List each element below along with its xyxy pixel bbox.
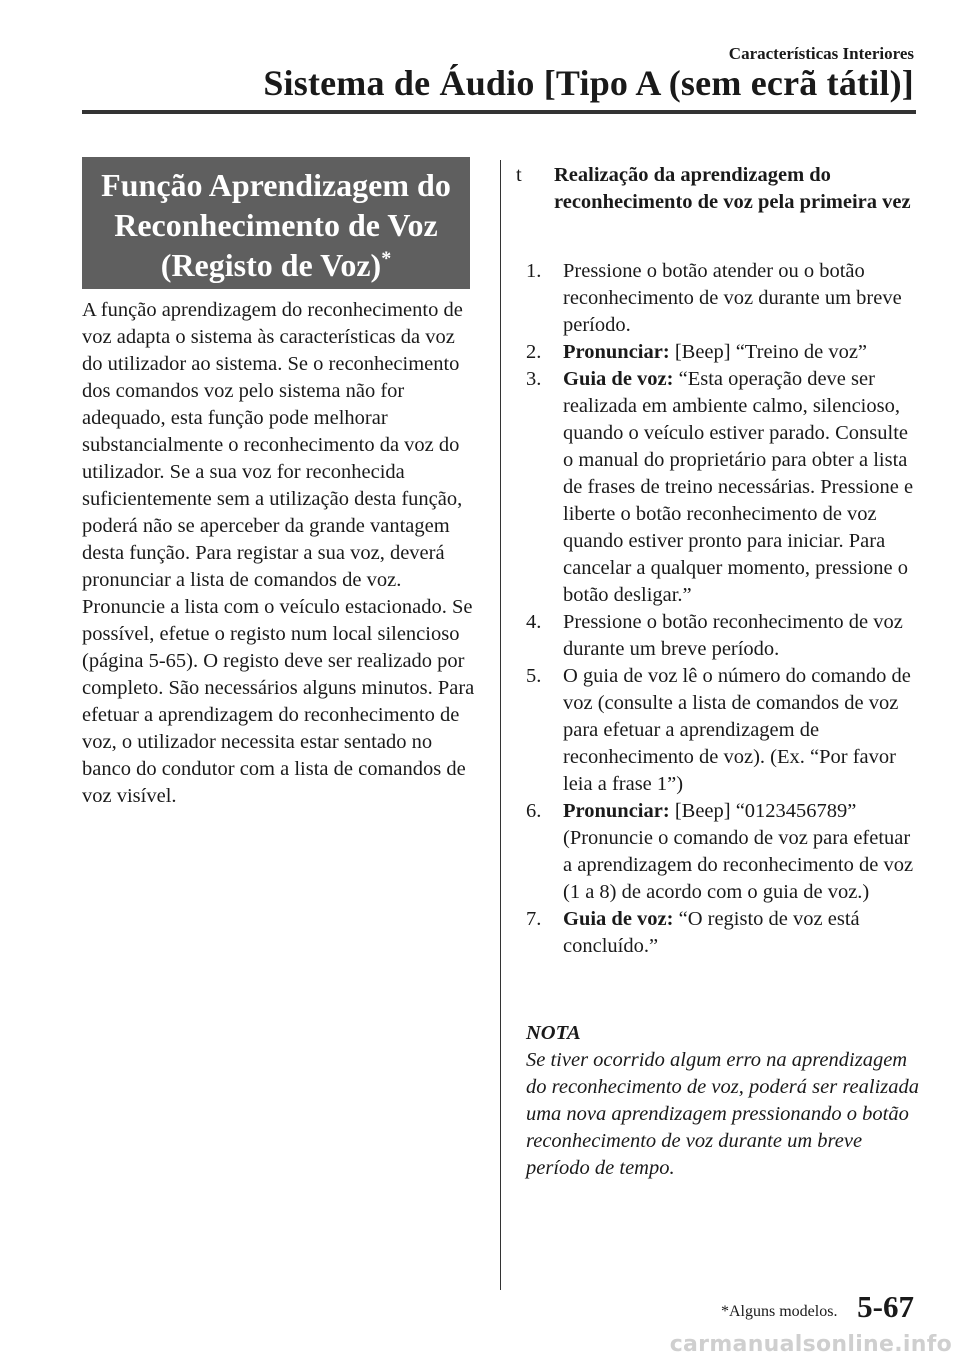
steps-list xyxy=(526,258,918,960)
chapter-title: Características Interiores xyxy=(728,44,914,63)
column-divider xyxy=(500,160,501,1290)
step-text: O guia de voz lê o número do comando de voz (consulte a lista de comandos de voz para efetuar a aprendizagem de reconhecimento de voz). (Ex. “Por favor leia a frase 1”) xyxy=(563,665,911,795)
step-item xyxy=(526,366,918,609)
step-number: 2. xyxy=(526,341,542,363)
note-text: Se tiver ocorrido algum erro na aprendizagem do reconhecimento de voz, poderá ser realizada uma nova aprendizagem pressionando o botão reconhecimento de voz durante um breve período de tempo. xyxy=(526,1049,920,1179)
subsection-title: Realização da aprendizagem do reconhecimento de voz pela primeira vez xyxy=(554,164,911,213)
step-label: Guia de voz: xyxy=(563,908,674,930)
section-heading-line1: Função Aprendizagem do xyxy=(101,167,451,203)
section-heading-box xyxy=(82,157,470,289)
step-number: 1. xyxy=(526,260,542,282)
step-number: 4. xyxy=(526,611,542,633)
footnote: *Alguns modelos. xyxy=(721,1303,838,1320)
header-divider xyxy=(82,110,916,114)
step-item xyxy=(526,663,918,798)
step-label: Pronunciar: xyxy=(563,341,670,363)
step-text: “Esta operação deve ser realizada em ambiente calmo, silencioso, quando o veículo estiver parado. Consulte o manual do proprietário para obter a lista de frases de treino necessárias. Pressione e liberte o botão reconhecimento de voz quando estiver pronto para iniciar. Para cancelar a qualquer momento, pressione o botão desligar.” xyxy=(563,368,914,606)
step-item xyxy=(526,609,918,663)
watermark: carmanualsonline.info xyxy=(669,1332,952,1357)
page-number: 5-67 xyxy=(857,1289,914,1324)
note-label: NOTA xyxy=(526,1022,581,1044)
step-text: [Beep] “Treino de voz” xyxy=(669,341,868,363)
step-number: 7. xyxy=(526,908,542,930)
section-heading-line3-text: (Registo de Voz) xyxy=(160,247,382,283)
step-number: 5. xyxy=(526,665,542,687)
step-item xyxy=(526,798,918,906)
step-text: [Beep] “0123456789” (Pronuncie o comando de voz para efetuar a aprendizagem do reconhecimento de voz (1 a 8) de acordo com o guia de voz.) xyxy=(563,800,914,903)
step-text: Pressione o botão atender ou o botão reconhecimento de voz durante um breve período. xyxy=(563,260,902,336)
step-text: Pressione o botão reconhecimento de voz durante um breve período. xyxy=(563,611,903,660)
section-heading-line2: Reconhecimento de Voz xyxy=(114,207,438,243)
subsection-heading xyxy=(516,162,916,216)
section-heading-line3 xyxy=(82,245,470,285)
asterisk-marker: * xyxy=(381,247,392,270)
step-item xyxy=(526,339,918,366)
bullet-glyph: t xyxy=(516,164,522,186)
step-label: Pronunciar: xyxy=(563,800,670,822)
step-number: 6. xyxy=(526,800,542,822)
step-text: “O registo de voz está concluído.” xyxy=(563,908,860,957)
step-item xyxy=(526,258,918,339)
step-item xyxy=(526,906,918,960)
step-number: 3. xyxy=(526,368,542,390)
intro-paragraph: A função aprendizagem do reconhecimento de voz adapta o sistema às características da voz do utilizador ao sistema. Se o reconhecimento dos comandos voz pelo sistema não for adequado, esta função pode melhorar substancialmente o reconhecimento da voz do utilizador. Se a sua voz for reconhecida suficientemente sem a utilização desta função, poderá não se aperceber da grande vantagem desta função. Para registar a sua voz, deverá pronunciar a lista de comandos de voz. Pronuncie a lista com o veículo estacionado. Se possível, efetue o registo num local silencioso (página 5-65). O registo deve ser realizado por completo. São necessários alguns minutos. Para efetuar a aprendizagem do reconhecimento de voz, o utilizador necessita estar sentado no banco do condutor com a lista de comandos de voz visível. xyxy=(82,299,475,807)
step-label: Guia de voz: xyxy=(563,368,674,390)
page-title: Sistema de Áudio [Tipo A (sem ecrã tátil)] xyxy=(263,63,914,103)
